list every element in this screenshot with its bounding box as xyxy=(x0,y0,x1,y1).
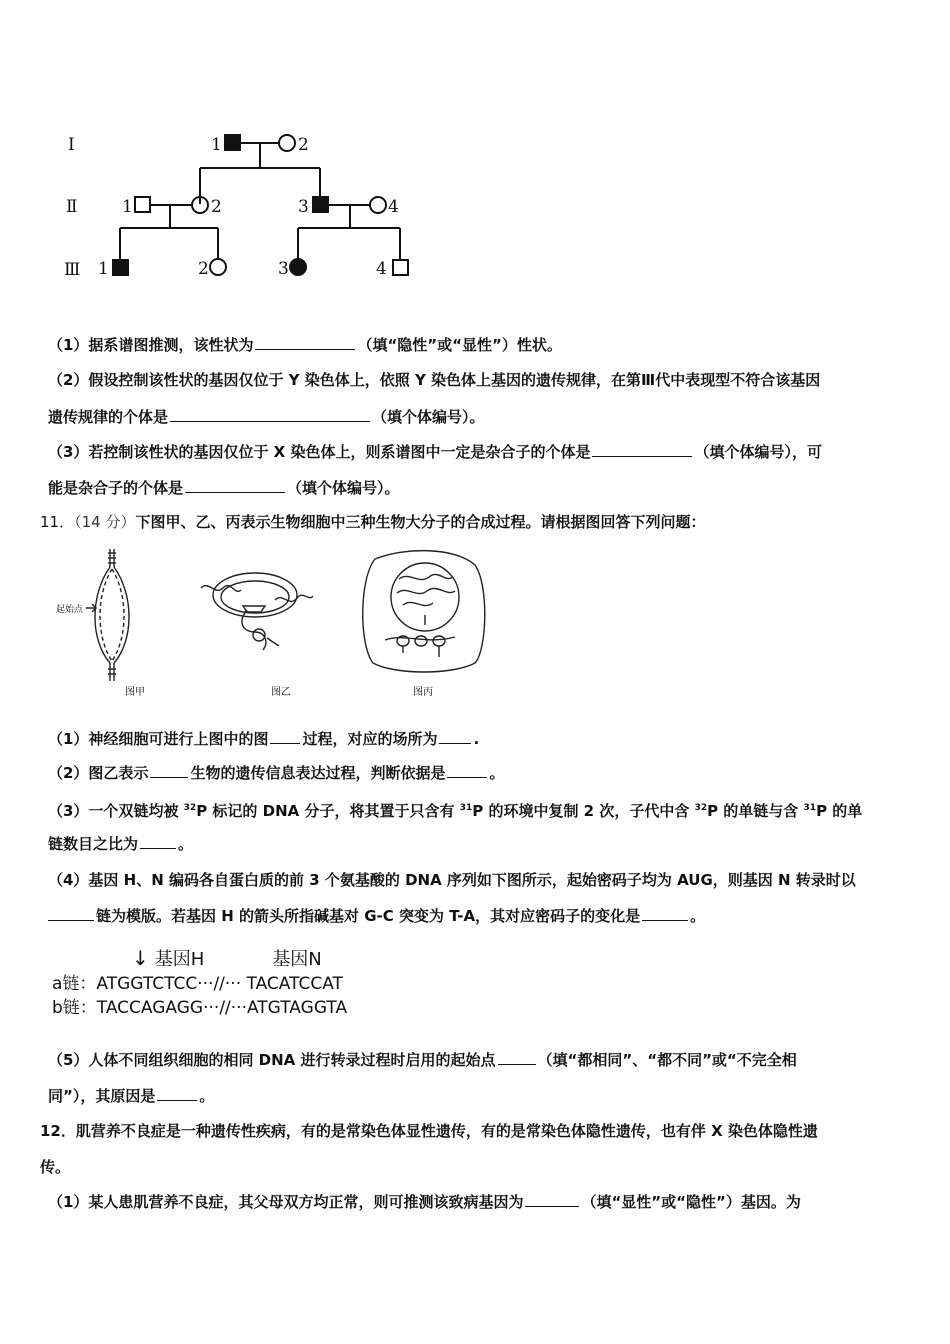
answer-blank[interactable] xyxy=(270,729,300,744)
answer-blank[interactable] xyxy=(185,478,285,493)
q12-stem-line2: 传。 xyxy=(40,1158,71,1176)
q11-part4-line2: 链为模版。若基因 H 的箭头所指碱基对 G-C 突变为 T-A，其对应密码子的变化是 。 xyxy=(48,905,908,927)
gen2-male-affected-3 xyxy=(313,197,328,212)
gen2-label-3: 3 xyxy=(298,197,309,217)
q11-part5-line1: （5）人体不同组织细胞的相同 DNA 进行转录过程时启用的起始点 （填“都相同”、“都不同”或“不完全相 xyxy=(48,1051,797,1069)
arrow-down-icon: ↓ xyxy=(132,946,149,970)
fig-yi-label: 图乙 xyxy=(271,687,291,698)
pedigree-chart xyxy=(50,120,450,290)
q12-stem-line1: 12．肌营养不良症是一种遗传性疾病，有的是常染色体显性遗传，有的是常染色体隐性遗传，也有伴 X 染色体隐性遗 xyxy=(40,1122,818,1140)
fig-bing-label: 图丙 xyxy=(413,687,433,698)
fig-jia-label: 图甲 xyxy=(125,687,145,698)
gen2-label-4: 4 xyxy=(388,197,399,217)
figure-yi xyxy=(195,560,315,705)
gen3-label-3: 3 xyxy=(278,259,289,279)
q10-part2-line1: （2）假设控制该性状的基因仅位于 Y 染色体上，依照 Y 染色体上基因的遗传规律，在第Ⅲ代中表现型不符合该基因 xyxy=(48,371,821,389)
gen2-female-4 xyxy=(370,197,386,213)
q10-part2-line2: 遗传规律的个体是 （填个体编号）。 xyxy=(48,408,485,426)
q11-part3-line2: 链数目之比为 。 xyxy=(48,835,194,853)
answer-blank[interactable] xyxy=(447,763,487,778)
q11-part5-line2: 同”），其原因是 。 xyxy=(48,1087,215,1105)
gen2-male-1 xyxy=(135,197,150,212)
q11-part2: （2）图乙表示 生物的遗传信息表达过程，判断依据是 。 xyxy=(48,764,505,782)
gen3-male-4 xyxy=(393,260,408,275)
start-point-label: 起始点 xyxy=(56,605,84,615)
gen1-label-2: 2 xyxy=(298,135,309,155)
answer-blank[interactable] xyxy=(48,906,94,921)
gen3-label-2: 2 xyxy=(198,259,209,279)
answer-blank[interactable] xyxy=(498,1050,536,1065)
answer-blank[interactable] xyxy=(140,834,176,849)
figure-bing xyxy=(355,545,490,705)
answer-blank[interactable] xyxy=(642,906,688,921)
answer-blank[interactable] xyxy=(439,729,471,744)
q11-stem: 11．（14 分）下图甲、乙、丙表示生物细胞中三种生物大分子的合成过程。请根据图回答下列问题： xyxy=(40,513,706,531)
q11-part4-line1: （4）基因 H、N 编码各自蛋白质的前 3 个氨基酸的 DNA 序列如下图所示，起始密码子均为 AUG，则基因 N 转录时以 xyxy=(48,871,856,889)
q10-part3-line2: 能是杂合子的个体是 （填个体编号）。 xyxy=(48,479,400,497)
gene-sequence-figure xyxy=(52,946,347,1020)
gen2-label-2: 2 xyxy=(211,197,222,217)
b-chain: b链：TACCAGAGG···//···ATGTAGGTA xyxy=(52,998,348,1018)
q10-part3-line1: （3）若控制该性状的基因仅位于 X 染色体上，则系谱图中一定是杂合子的个体是 （填个体编号），可 xyxy=(48,443,822,461)
answer-blank[interactable] xyxy=(255,335,355,350)
gene-n-label: 基因N xyxy=(272,949,322,970)
answer-blank[interactable] xyxy=(525,1192,579,1207)
answer-blank[interactable] xyxy=(150,763,188,778)
gen3-label-4: 4 xyxy=(376,259,387,279)
gen3-male-affected-1 xyxy=(113,260,128,275)
gene-labels-row xyxy=(52,946,347,972)
figure-jia xyxy=(50,545,145,705)
gen3-label-1: 1 xyxy=(98,259,109,279)
gene-h-label: 基因H xyxy=(154,949,205,970)
gen1-female-2 xyxy=(279,135,295,151)
q11-part3-line1: （3）一个双链均被 $^{32}$P 标记的 DNA 分子，将其置于只含有 $^{31}$P 的环境中复制 2 次，子代中含 $^{32}$P 的单链与含 $^{31}$P 的单 xyxy=(48,802,863,820)
gen2-label-1: 1 xyxy=(122,197,133,217)
gen-label-3: Ⅲ xyxy=(64,260,81,280)
q11-part1: （1）神经细胞可进行上图中的图 过程，对应的场所为 . xyxy=(48,730,480,748)
a-chain: a链：ATGGTCTCC···//··· TACATCCAT xyxy=(52,974,343,994)
gen1-male-affected-1 xyxy=(225,135,240,150)
gen1-label-1: 1 xyxy=(211,135,222,155)
gen3-female-affected-3 xyxy=(290,259,306,275)
answer-blank[interactable] xyxy=(157,1086,197,1101)
gen-label-1: Ⅰ xyxy=(68,135,75,155)
q10-part1: （1）据系谱图推测，该性状为 （填“隐性”或“显性”）性状。 xyxy=(48,336,562,354)
gen3-female-2 xyxy=(210,259,226,275)
answer-blank[interactable] xyxy=(170,407,370,422)
gen-label-2: Ⅱ xyxy=(66,197,78,217)
q12-part1: （1）某人患肌营养不良症，其父母双方均正常，则可推测该致病基因为 （填“显性”或“隐性”）基因。为 xyxy=(48,1193,801,1211)
answer-blank[interactable] xyxy=(592,442,692,457)
